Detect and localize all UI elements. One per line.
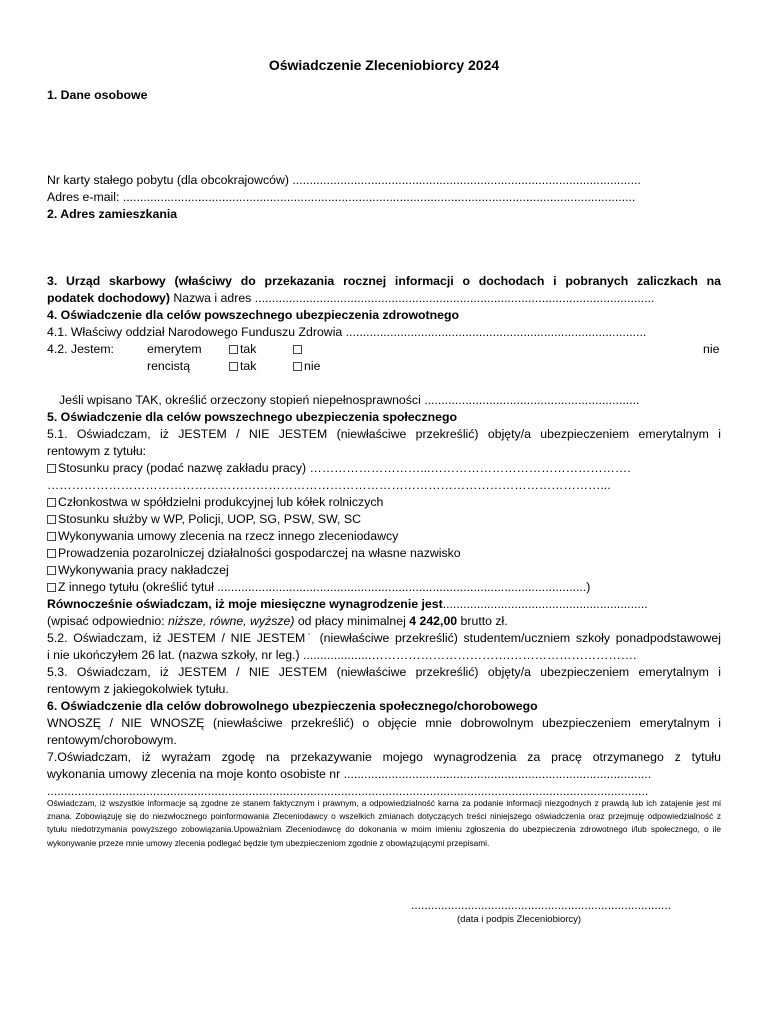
checkbox-icon bbox=[47, 464, 56, 473]
checkbox-icon bbox=[47, 566, 56, 575]
section-5-heading: 5. Oświadczenie dla celów powszechnego ubezpieczenia społecznego bbox=[47, 410, 458, 424]
section-4-heading: 4. Oświadczenie dla celów powszechnego ubezpieczenia zdrowotnego bbox=[47, 308, 460, 322]
salary-options: niższe, równe, wyższe) bbox=[168, 614, 295, 628]
field-nfz-branch[interactable]: 4.1. Właściwy oddział Narodowego Funduszu Zdrowia ........................................................................................ bbox=[47, 325, 647, 339]
option-emeryt-nie[interactable] bbox=[293, 341, 304, 357]
field-tax-office[interactable]: Nazwa i adres ..................................................................................................................... bbox=[169, 291, 655, 305]
option-business[interactable]: Prowadzenia pozarolniczej działalności gospodarczej na własne nazwisko bbox=[47, 545, 721, 561]
option-service[interactable]: Stosunku służby w WP, Policji, UOP, SG, PSW, SW, SC bbox=[47, 511, 721, 527]
option-rencista-tak[interactable]: tak bbox=[229, 358, 256, 374]
field-school-name[interactable]: i nie ukończyłem 26 lat. (nazwa szkoły, nr leg.) ....................…………………………….…………………………. bbox=[47, 648, 637, 662]
disclaimer-text: Oświadczam, iż wszystkie informacje są zgodne ze stanem faktycznym i prawnym, a odpowiedzialność karna za podanie informacji niezgodnych z prawdą lub ich zatajenie jest mi znana. Zobowiązuję się do niezwłocznego poinformowania Zleceniodawcy o wszelkich zmianach dotyczących treści niniejszego oświadczenia oraz przejmuję odpowiedzialność z tytułu niedotrzymania powyższego zobowiązania.Upoważniam Zleceniodawcę do dokonania w moim imieniu zgłoszenia do ubezpieczenia zdrowotnego i/lub społecznego, o ile wykonywanie przeze mnie umowy zlecenia podlegać będzie tym ubezpieczeniom zgodnie z obowiązującymi przepisami. bbox=[47, 798, 721, 848]
text-5-3: 5.3. Oświadczam, iż JESTEM / NIE JESTEM (niewłaściwe przekreślić) objęty/a ubezpieczeniem emerytalnym i bbox=[47, 665, 721, 679]
row-salary-note: (wpisać odpowiednio: niższe, równe, wyższe) od płacy minimalnej 4 242,00 brutto zł. bbox=[47, 614, 508, 628]
label-emeryt-nie: nie bbox=[703, 342, 720, 356]
option-outwork[interactable]: Wykonywania pracy nakładczej bbox=[47, 562, 721, 578]
section-1-heading: 1. Dane osobowe bbox=[47, 88, 148, 102]
field-employer-name[interactable]: ………………………………………………………………………………………………………………………... bbox=[47, 478, 611, 492]
option-rencista-nie[interactable]: nie bbox=[293, 358, 320, 374]
field-salary[interactable]: ............................................................ bbox=[442, 597, 648, 611]
signature-line[interactable]: .............................................................................. bbox=[411, 898, 672, 912]
section-6-heading: 6. Oświadczenie dla celów dobrowolnego ubezpieczenia społecznego/chorobowego bbox=[47, 699, 538, 713]
label-jestem: 4.2. Jestem: bbox=[47, 342, 114, 356]
minimum-wage-amount: 4 242,00 bbox=[409, 614, 458, 628]
field-bank-account[interactable]: wykonania umowy zlecenia na moje konto osobiste nr .......................................................................................... bbox=[47, 767, 652, 781]
checkbox-icon bbox=[229, 345, 238, 354]
text-6-cont: rentowym/chorobowym. bbox=[47, 733, 177, 747]
option-cooperative[interactable]: Członkostwa w spółdzielni produkcyjnej lub kółek rolniczych bbox=[47, 494, 721, 510]
row-pensioner bbox=[47, 341, 721, 375]
checkbox-icon bbox=[293, 345, 302, 354]
option-other-title[interactable]: Z innego tytułu (określić tytuł ............................................................................................................) bbox=[47, 579, 721, 595]
option-employment[interactable]: Stosunku pracy (podać nazwę zakładu pracy) ………………………...…………………………………………. bbox=[47, 460, 721, 476]
field-residence-card[interactable]: Nr karty stałego pobytu (dla obcokrajowców) ...................................................................................................... bbox=[47, 173, 641, 187]
checkbox-icon bbox=[293, 362, 302, 371]
label-emeryt: emerytem bbox=[147, 342, 202, 356]
checkbox-icon bbox=[47, 583, 56, 592]
signature-caption: (data i podpis Zleceniobiorcy) bbox=[457, 914, 582, 925]
section-2-heading: 2. Adres zamieszkania bbox=[47, 207, 178, 221]
label-salary: Równocześnie oświadczam, iż moje miesięczne wynagrodzenie jest bbox=[47, 597, 443, 611]
field-email[interactable]: Adres e-mail: ...................................................................................................................................................... bbox=[47, 190, 636, 204]
section-3-heading: 3. Urząd skarbowy (właściwy do przekazania rocznej informacji o dochodach i pobranych zaliczkach na bbox=[47, 274, 721, 288]
checkbox-icon bbox=[47, 498, 56, 507]
checkbox-icon bbox=[229, 362, 238, 371]
field-bank-account-cont[interactable]: ................................................................................................................................................................................ bbox=[47, 784, 649, 798]
text-5-2: 5.2. Oświadczam, iż JESTEM / NIE JESTEM˙ (niewłaściwe przekreślić) studentem/uczniem szkoły ponadpodstawowej bbox=[47, 631, 721, 645]
text-6: WNOSZĘ / NIE WNOSZĘ (niewłaściwe przekreślić) o objęcie mnie dobrowolnym ubezpieczeniem emerytalnym i bbox=[47, 716, 721, 730]
row-tax-office bbox=[47, 290, 721, 306]
option-emeryt-tak[interactable]: tak bbox=[229, 341, 256, 357]
option-other-contract[interactable]: Wykonywania umowy zlecenia na rzecz innego zleceniodawcy bbox=[47, 528, 721, 544]
text-5-1: 5.1. Oświadczam, iż JESTEM / NIE JESTEM (niewłaściwe przekreślić) objęty/a ubezpieczeniem emerytalnym i bbox=[47, 427, 721, 441]
field-disability-degree[interactable]: Jeśli wpisano TAK, określić orzeczony stopień niepełnosprawności ............................................................... bbox=[59, 393, 640, 407]
document-title: Oświadczenie Zleceniobiorcy 2024 bbox=[268, 57, 500, 73]
checkbox-icon bbox=[47, 549, 56, 558]
checkbox-icon bbox=[47, 515, 56, 524]
section-3-heading-cont: podatek dochodowy) bbox=[47, 291, 170, 305]
text-5-1-cont: rentowym z tytułu: bbox=[47, 444, 147, 458]
text-5-3-cont: rentowym z jakiegokolwiek tytułu. bbox=[47, 682, 229, 696]
checkbox-icon bbox=[47, 532, 56, 541]
text-7: 7.Oświadczam, iż wyrażam zgodę na przekazywanie mojego wynagrodzenia za pracę otrzymanego z tytułu bbox=[47, 750, 721, 764]
row-salary bbox=[47, 596, 721, 612]
label-rencista: rencistą bbox=[147, 359, 191, 373]
